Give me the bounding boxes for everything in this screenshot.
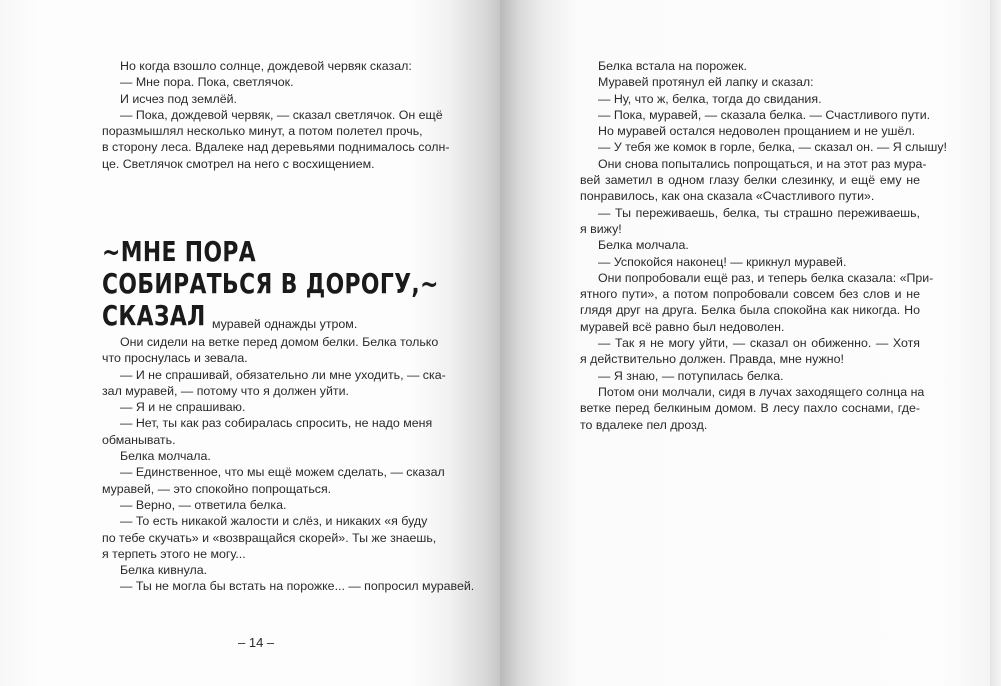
left-page (0, 0, 500, 686)
text-line: что проснулась и зевала. (102, 351, 248, 366)
text-line: — Верно, — ответила белка. (120, 497, 287, 512)
paragraph (102, 107, 450, 172)
text-line: Потом они молчали, сидя в лучах заходящего солнца на (598, 384, 925, 399)
paragraph (580, 123, 920, 139)
text-line: — Ты не могла бы встать на порожке... — попросил муравей. (120, 579, 475, 594)
text-line: Белка встала на порожек. (598, 59, 747, 73)
text-line: Они попробовали ещё раз, и теперь белка сказала: «При- (598, 270, 934, 285)
chapter-title-line: СОБИРАТЬСЯ В ДОРОГУ,~ (102, 267, 439, 300)
text-line: я терпеть этого не могу... (102, 546, 246, 561)
left-body-text (102, 334, 475, 595)
paragraph (580, 205, 920, 238)
text-line: зал муравей, — потому что я должен уйти. (102, 383, 349, 398)
text-line: Они сидели на ветке перед домом белки. Белка только (120, 335, 439, 349)
text-line: це. Светлячок смотрел на него с восхищением. (102, 156, 375, 171)
text-line: ветке перед белкиным домом. В лесу пахло соснами, где- (580, 401, 920, 416)
text-line: муравей, — это спокойно попрощаться. (102, 481, 332, 496)
paragraph (102, 562, 420, 578)
text-line: то вдалеке пел дрозд. (580, 417, 708, 432)
paragraph (102, 367, 446, 400)
text-line: обманывать. (102, 432, 176, 447)
paragraph (580, 254, 920, 270)
paragraph (102, 513, 437, 562)
paragraph (580, 335, 920, 368)
text-line: я вижу! (580, 221, 622, 236)
text-line: — Так я не могу уйти, — сказал он обиженно. — Хотя (598, 336, 920, 351)
text-line: — Мне пора. Пока, светлячок. (120, 75, 294, 90)
left-top-text (102, 58, 450, 172)
chapter-title-line: ~МНЕ ПОРА (102, 235, 257, 268)
paragraph (102, 74, 420, 90)
text-line: — Успокойся наконец! — крикнул муравей. (598, 254, 847, 269)
text-line: — Я и не спрашиваю. (120, 400, 246, 415)
paragraph (580, 58, 920, 74)
text-line: я действительно должен. Правда, мне нужно! (580, 352, 844, 367)
text-line: муравей всё равно был недоволен. (580, 319, 785, 334)
paragraph (580, 237, 920, 253)
right-page (500, 0, 990, 686)
text-line: Муравей протянул ей лапку и сказал: (598, 75, 814, 90)
text-line: поразмышлял несколько минут, а потом полетел прочь, (102, 124, 423, 139)
paragraph (580, 139, 947, 155)
text-line: — Пока, муравей, — сказала белка. — Счастливого пути. (598, 107, 931, 122)
text-line: ятного пути», а потом попробовали совсем без слов и не (580, 287, 920, 302)
paragraph (102, 464, 445, 497)
paragraph (102, 415, 433, 448)
text-line: Но когда взошло солнце, дождевой червяк сказал: (120, 59, 412, 73)
chapter-title-line: СКАЗАЛ (102, 299, 206, 332)
text-line: — То есть никакой жалости и слёз, и никаких «я буду (120, 514, 428, 529)
page-edge (990, 0, 1001, 686)
text-line: — Пока, дождевой червяк, — сказал светлячок. Он ещё (120, 107, 443, 122)
text-line: — Единственное, что мы ещё можем сделать, — сказал (120, 465, 445, 480)
text-line: — Ты переживаешь, белка, ты страшно переживаешь, (598, 205, 920, 220)
text-line: в сторону леса. Вдалеке над деревьями поднималось солн- (102, 140, 450, 155)
paragraph (580, 368, 920, 384)
paragraph (580, 107, 931, 123)
paragraph (102, 399, 420, 415)
right-body-text (580, 58, 947, 433)
text-line: глядя друг на друга. Белка была спокойна как никогда. Но (580, 303, 920, 318)
page-number: – 14 – (238, 635, 275, 650)
text-line: — У тебя же комок в горле, белка, — сказал он. — Я слышу! (598, 140, 947, 155)
text-line: Но муравей остался недоволен прощанием и не ушёл. (598, 124, 916, 139)
paragraph (102, 58, 420, 74)
text-line: Белка молчала. (598, 238, 689, 253)
text-line: Белка кивнула. (120, 563, 208, 578)
text-line: И исчез под землёй. (120, 91, 237, 106)
text-line: Белка молчала. (120, 449, 211, 464)
title-continuation: муравей однажды утром. (212, 317, 358, 331)
paragraph (102, 497, 420, 513)
text-line: — Нет, ты как раз собиралась спросить, не надо меня (120, 416, 433, 431)
text-line: — Ну, что ж, белка, тогда до свидания. (598, 91, 822, 106)
paragraph (580, 91, 920, 107)
text-line: понравилось, как она сказала «Счастливого пути». (580, 189, 875, 204)
paragraph (102, 334, 439, 367)
text-line: — Я знаю, — потупилась белка. (598, 368, 784, 383)
paragraph (102, 578, 475, 594)
paragraph (580, 74, 920, 90)
paragraph (580, 384, 925, 433)
paragraph (102, 448, 420, 464)
text-line: Они снова попытались попрощаться, и на этот раз мура- (598, 156, 927, 171)
text-line: по тебе скучать» и «возвращайся скорей». Ты же знаешь, (102, 530, 437, 545)
paragraph (580, 270, 934, 335)
paragraph (102, 91, 420, 107)
text-line: вей заметил в одном глазу белки слезинку, и ещё ему не (580, 173, 920, 188)
paragraph (580, 156, 927, 205)
text-line: — И не спрашивай, обязательно ли мне уходить, — ска- (120, 367, 446, 382)
